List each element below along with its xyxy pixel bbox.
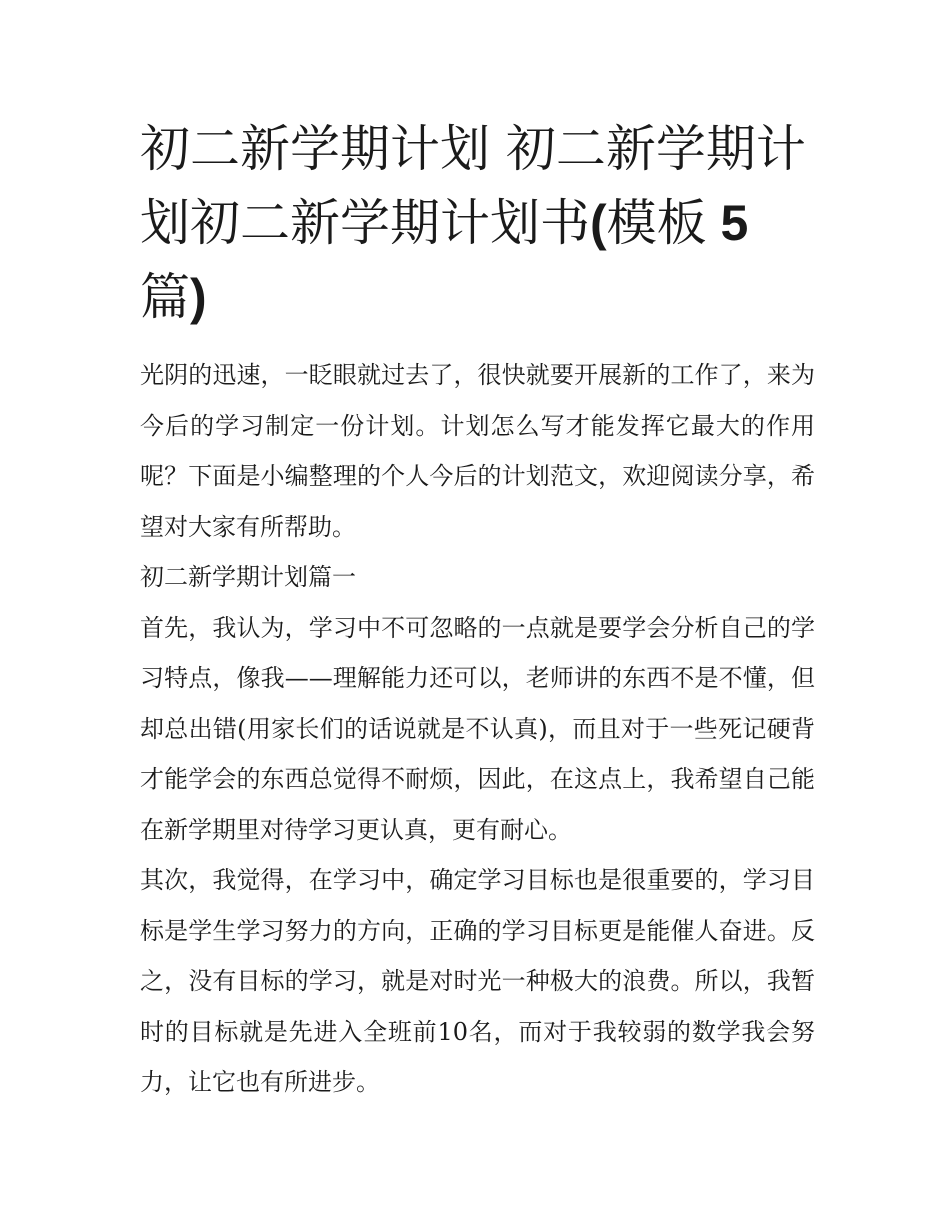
intro-paragraph: 光阴的迅速，一眨眼就过去了，很快就要开展新的工作了，来为今后的学习制定一份计划。计划怎么写才能发挥它最大的作用呢？下面是小编整理的个人今后的计划范文，欢迎阅读分享，希望对大家有所帮助。 — [140, 361, 815, 541]
title-part: 模板 — [606, 194, 707, 252]
body-paragraph: 首先，我认为，学习中不可忽略的一点就是要学会分析自己的学习特点，像我——理解能力还可以，老师讲的东西不是不懂，但却总出错(用家长们的话说就是不认真)，而且对于一些死记硬背才能学会的东西总觉得不耐烦，因此，在这点上，我希望自己能在新学期里对待学习更认真，更有耐心。 — [140, 613, 815, 844]
title-part: 5 — [706, 195, 749, 251]
document-page — [140, 112, 815, 1108]
title-part: 初二新学期计划 初二新学期计划初二新学期计划书 — [140, 120, 806, 252]
document-title — [140, 112, 815, 334]
section-heading: 初二新学期计划篇一 — [140, 563, 356, 591]
title-part: ( — [590, 195, 607, 251]
body-paragraph: 其次，我觉得，在学习中，确定学习目标也是很重要的，学习目标是学生学习努力的方向，正确的学习目标更是能催人奋进。反之，没有目标的学习，就是对时光一种极大的浪费。所以，我暂时的目标就是先进入全班前10名，而对于我较弱的数学我会努力，让它也有所进步。 — [140, 866, 815, 1096]
title-part: ) — [190, 269, 207, 325]
document-body — [140, 350, 815, 1108]
title-part: 篇 — [140, 268, 190, 326]
